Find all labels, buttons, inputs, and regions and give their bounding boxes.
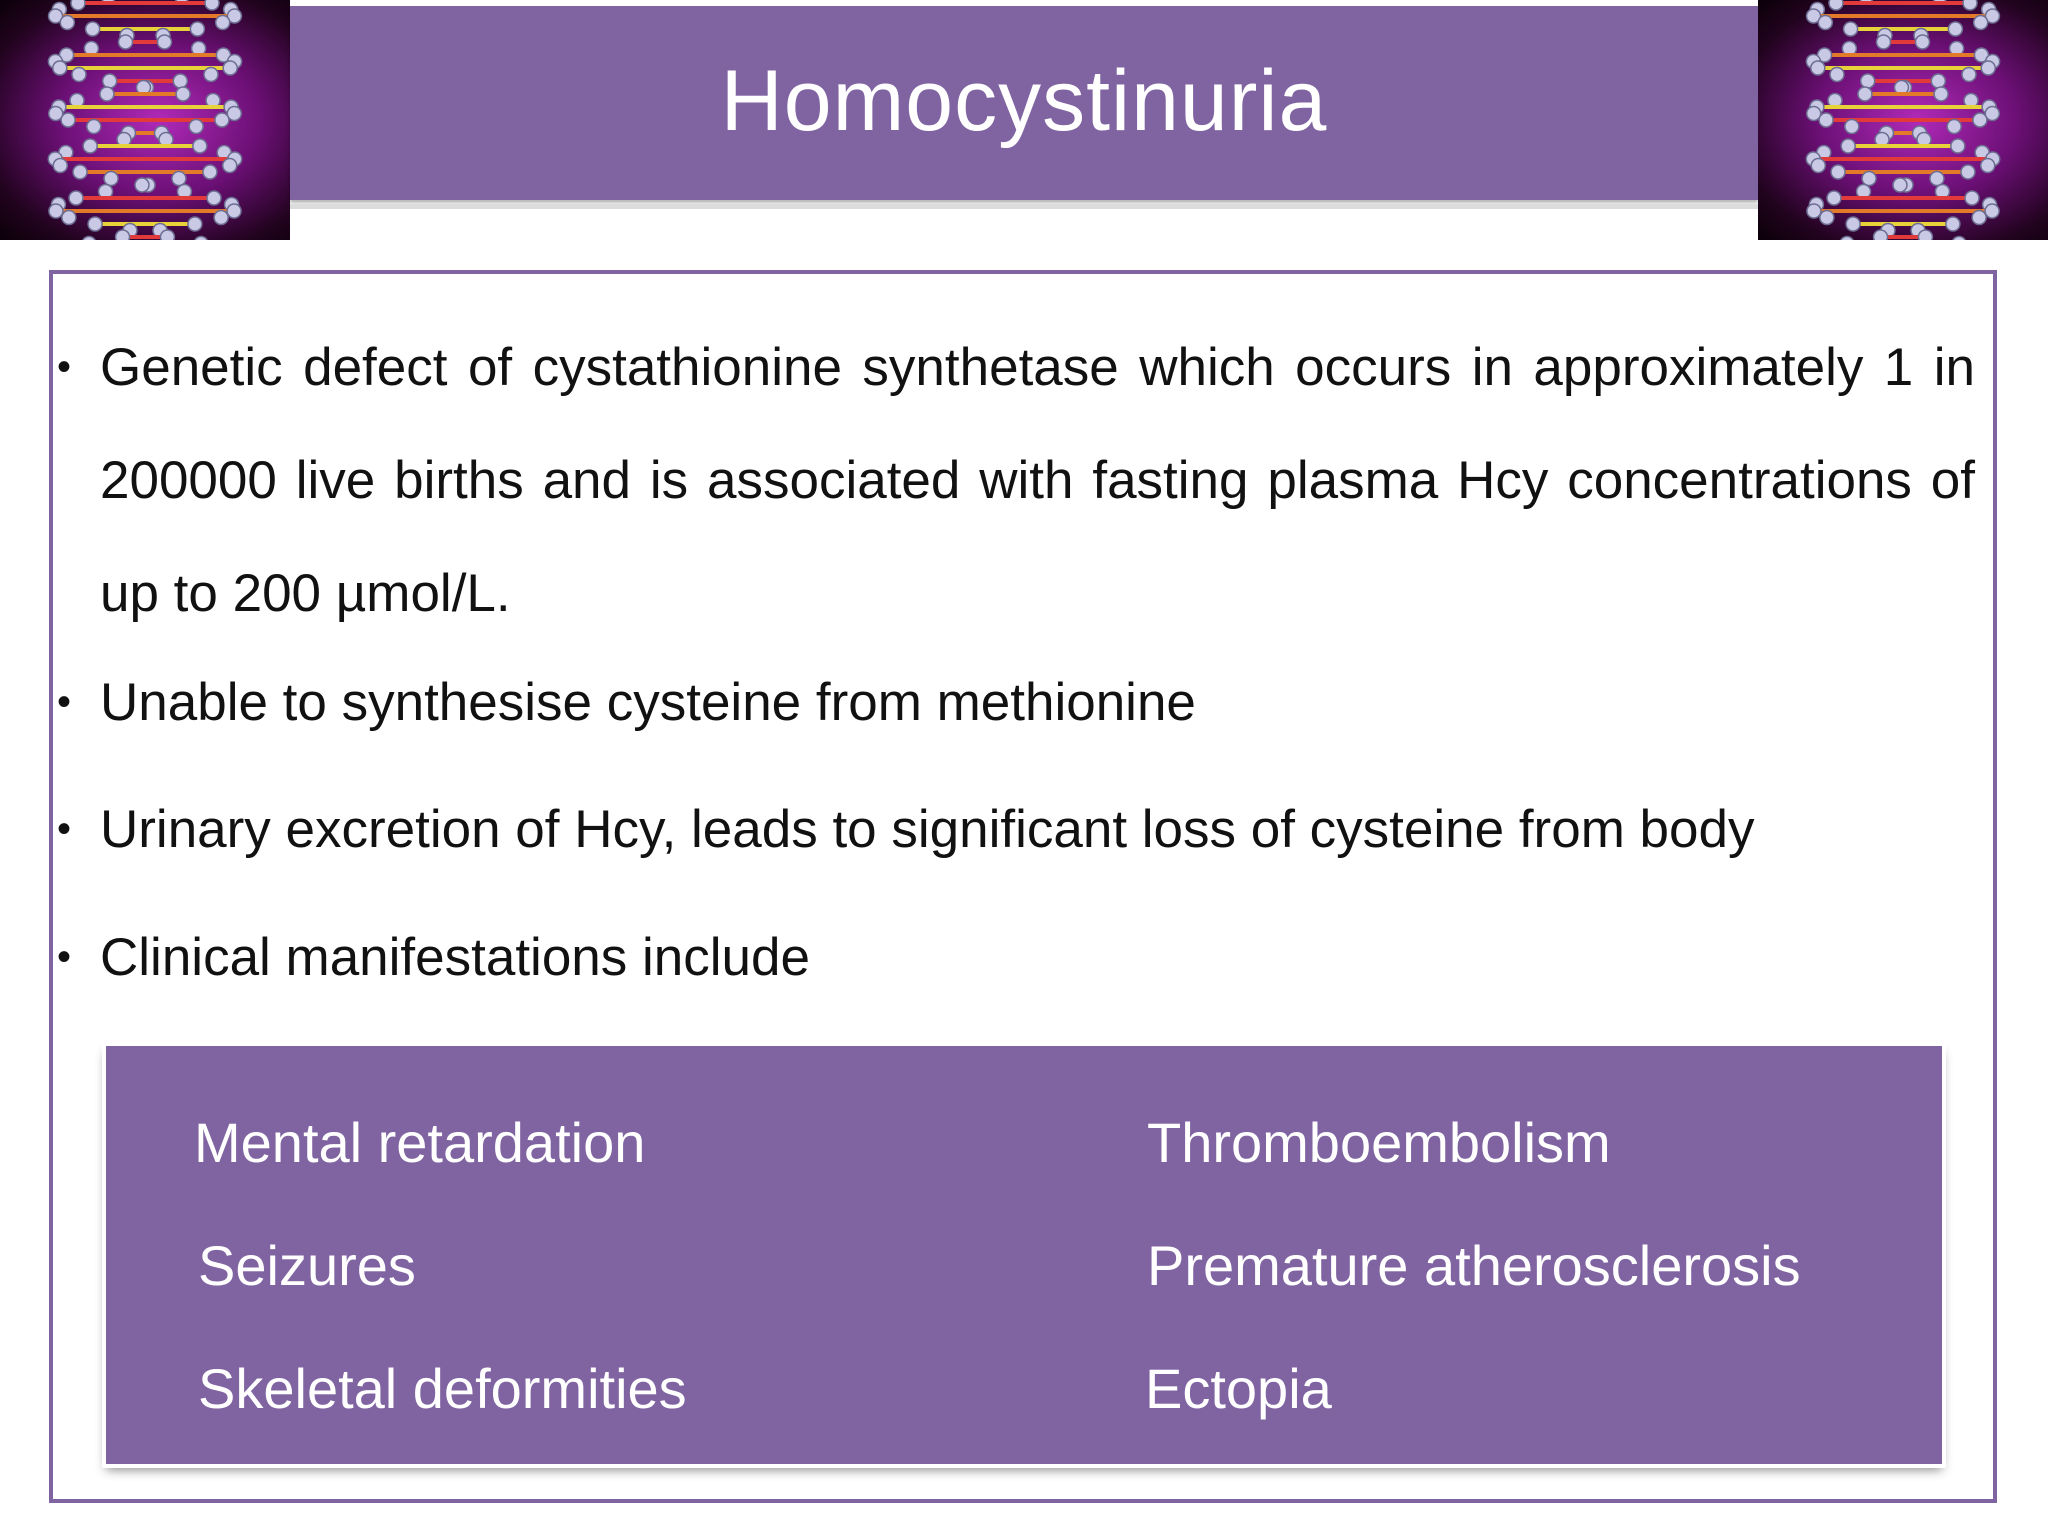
helix-bead bbox=[1981, 159, 1995, 173]
helix-bead bbox=[53, 159, 67, 173]
helix-bead bbox=[53, 61, 67, 75]
helix-bead bbox=[87, 120, 101, 134]
manifestation-item: Premature atherosclerosis bbox=[1147, 1234, 1801, 1297]
helix-bead bbox=[160, 230, 174, 240]
helix-bead bbox=[1961, 165, 1975, 179]
helix-bead bbox=[1819, 113, 1833, 127]
helix-bead bbox=[1861, 74, 1875, 88]
bullet-item-genetic-defect bbox=[57, 311, 1975, 650]
helix-bead bbox=[205, 0, 219, 10]
helix-bead bbox=[1985, 204, 1999, 218]
helix-bead bbox=[1930, 172, 1944, 186]
helix-bead bbox=[216, 16, 230, 30]
helix-bead bbox=[172, 172, 186, 186]
helix-bead bbox=[189, 120, 203, 134]
helix-bead bbox=[1874, 230, 1888, 240]
helix-bead bbox=[100, 87, 114, 101]
helix-bead bbox=[88, 217, 102, 231]
helix-bead bbox=[72, 68, 86, 82]
helix-bead bbox=[103, 74, 117, 88]
dna-helix-graphic bbox=[1758, 0, 2048, 240]
helix-bead bbox=[1952, 237, 1966, 241]
title-bar bbox=[290, 6, 1758, 200]
dna-helix-image-left bbox=[0, 0, 290, 240]
helix-bead bbox=[1948, 22, 1962, 36]
bullet-marker: • bbox=[57, 680, 72, 724]
helix-bead bbox=[173, 74, 187, 88]
helix-bead bbox=[176, 87, 190, 101]
helix-bead bbox=[86, 22, 100, 36]
helix-bead bbox=[1916, 35, 1930, 49]
bullet-text: Unable to synthesise cysteine from methionine bbox=[100, 673, 1196, 732]
helix-bead bbox=[1818, 16, 1832, 30]
helix-bead bbox=[214, 211, 228, 225]
bullet-text: Genetic defect of cystathionine synthetase which occurs in approximately 1 in 200000 live births and is associated with fasting plasma Hcy concentrations of up to 200 µmol/L. bbox=[100, 338, 1975, 623]
helix-bead bbox=[158, 35, 172, 49]
helix-bead bbox=[69, 191, 83, 205]
helix-bead bbox=[61, 113, 75, 127]
helix-bead bbox=[1846, 217, 1860, 231]
helix-bead bbox=[1844, 22, 1858, 36]
bullet-text: Clinical manifestations include bbox=[100, 928, 810, 987]
helix-bead bbox=[194, 237, 208, 241]
manifestation-item: Seizures bbox=[198, 1234, 416, 1297]
helix-bead bbox=[227, 204, 241, 218]
manifestation-item: Skeletal deformities bbox=[198, 1357, 687, 1420]
helix-bead bbox=[1963, 0, 1977, 10]
helix-bead bbox=[223, 61, 237, 75]
helix-bead bbox=[83, 139, 97, 153]
helix-bead bbox=[1974, 16, 1988, 30]
helix-bead bbox=[135, 178, 149, 192]
helix-bead bbox=[203, 165, 217, 179]
helix-bead bbox=[1972, 211, 1986, 225]
bullet-item-clinical-manifestations bbox=[57, 901, 1974, 1014]
helix-bead bbox=[1965, 191, 1979, 205]
helix-bead bbox=[223, 159, 237, 173]
bullet-text: Urinary excretion of Hcy, leads to significant loss of cysteine from body bbox=[100, 800, 1755, 859]
slide-title: Homocystinuria bbox=[720, 52, 1328, 149]
manifestation-item: Thromboembolism bbox=[1147, 1111, 1611, 1174]
bullet-item-cysteine-synthesis bbox=[57, 646, 1974, 759]
helix-bead bbox=[1951, 139, 1965, 153]
helix-bead bbox=[1820, 211, 1834, 225]
helix-bead bbox=[1845, 120, 1859, 134]
helix-bead bbox=[1831, 165, 1845, 179]
helix-bead bbox=[1811, 159, 1825, 173]
helix-bead bbox=[1840, 237, 1854, 241]
helix-bead bbox=[1893, 178, 1907, 192]
helix-bead bbox=[1829, 0, 1843, 10]
manifestation-item: Ectopia bbox=[1145, 1357, 1332, 1420]
helix-bead bbox=[215, 113, 229, 127]
helix-bead bbox=[1827, 191, 1841, 205]
bullet-item-urinary-excretion bbox=[57, 773, 1974, 886]
helix-bead bbox=[82, 237, 96, 241]
helix-bead bbox=[1934, 87, 1948, 101]
helix-bead bbox=[1858, 87, 1872, 101]
helix-bead bbox=[207, 191, 221, 205]
helix-bead bbox=[1918, 230, 1932, 240]
helix-bead bbox=[116, 230, 130, 240]
helix-bead bbox=[62, 211, 76, 225]
helix-bead bbox=[193, 139, 207, 153]
dna-helix-image-right bbox=[1758, 0, 2048, 240]
helix-bead bbox=[1946, 217, 1960, 231]
helix-bead bbox=[1811, 61, 1825, 75]
manifestation-item: Mental retardation bbox=[194, 1111, 646, 1174]
helix-bead bbox=[204, 68, 218, 82]
helix-bead bbox=[1862, 172, 1876, 186]
helix-bead bbox=[49, 204, 63, 218]
bullet-marker: • bbox=[57, 935, 72, 979]
helix-bead bbox=[1947, 120, 1961, 134]
helix-bead bbox=[1973, 113, 1987, 127]
dna-helix-graphic bbox=[0, 0, 290, 240]
helix-bead bbox=[104, 172, 118, 186]
helix-bead bbox=[188, 217, 202, 231]
helix-bead bbox=[1841, 139, 1855, 153]
helix-bead bbox=[73, 165, 87, 179]
helix-bead bbox=[60, 16, 74, 30]
helix-bead bbox=[1962, 68, 1976, 82]
helix-strands bbox=[1806, 0, 1999, 240]
bullet-marker: • bbox=[57, 345, 72, 389]
helix-bead bbox=[1807, 204, 1821, 218]
helix-bead bbox=[1981, 61, 1995, 75]
bullet-marker: • bbox=[57, 807, 72, 851]
helix-bead bbox=[1876, 35, 1890, 49]
helix-bead bbox=[71, 0, 85, 10]
helix-bead bbox=[1931, 74, 1945, 88]
helix-bead bbox=[1830, 68, 1844, 82]
helix-bead bbox=[190, 22, 204, 36]
helix-bead bbox=[118, 35, 132, 49]
helix-strands bbox=[48, 0, 241, 240]
